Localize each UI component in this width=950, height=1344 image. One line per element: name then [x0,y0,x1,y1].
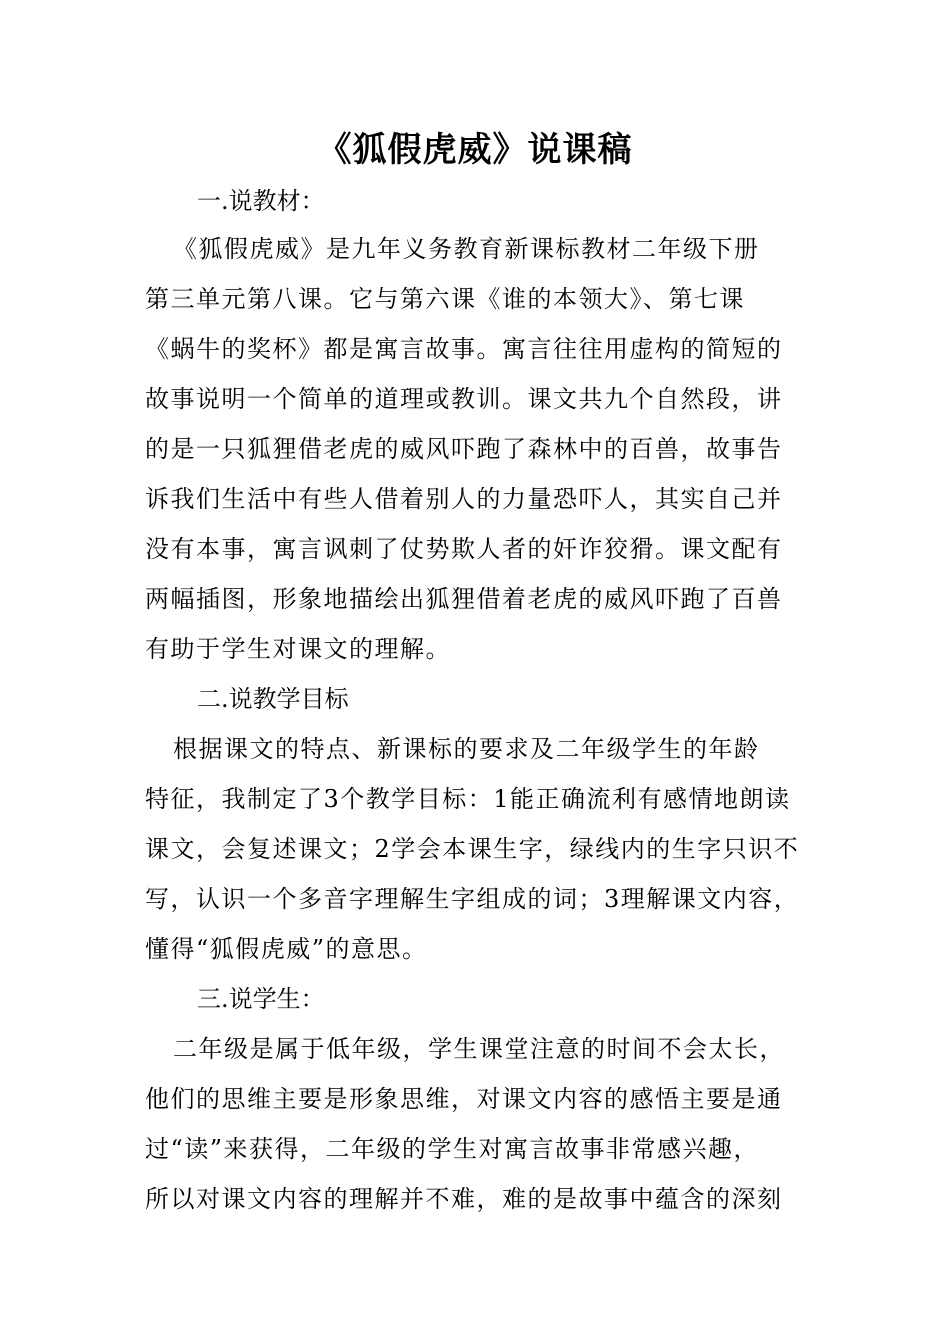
paragraph-line: 他们的思维主要是形象思维，对课文内容的感悟主要是通 [145,1085,783,1113]
section-paragraph-textbook [145,224,810,674]
section-heading-goals: 二.说教学目标 [197,685,349,713]
paragraph-line: 特征，我制定了3个教学目标：1能正确流利有感情地朗读 [145,785,791,813]
paragraph-line: 写，认识一个多音字理解生字组成的词；3理解课文内容， [145,885,800,913]
document-title: 《狐假虎威》说课稿 [317,130,633,170]
paragraph-line: 第三单元第八课。它与第六课《谁的本领大》、第七课 [145,285,745,313]
paragraph-line: 两幅插图，形象地描绘出狐狸借着老虎的威风吓跑了百兽 [145,585,783,613]
paragraph-line: 过“读”来获得，二年级的学生对寓言故事非常感兴趣， [145,1135,760,1163]
paragraph-line: 诉我们生活中有些人借着别人的力量恐吓人，其实自己并 [145,485,783,513]
paragraph-line: 的是一只狐狸借老虎的威风吓跑了森林中的百兽，故事告 [145,435,783,463]
paragraph-line: 所以对课文内容的理解并不难，难的是故事中蕴含的深刻 [145,1185,783,1213]
paragraph-line: 故事说明一个简单的道理或教训。课文共九个自然段，讲 [145,385,783,413]
paragraph-line: 课文，会复述课文；2学会本课生字，绿线内的生字只识不 [145,835,800,863]
paragraph-line: 有助于学生对课文的理解。 [145,635,451,663]
section-paragraph-goals [145,724,810,974]
paragraph-line: 《狐假虎威》是九年义务教育新课标教材二年级下册 [173,235,760,263]
section-heading-students: 三.说学生： [197,985,325,1013]
paragraph-line: 懂得“狐假虎威”的意思。 [145,935,428,963]
paragraph-line: 《蜗牛的奖杯》都是寓言故事。寓言往往用虚构的简短的 [145,335,783,363]
paragraph-line: 没有本事，寓言讽刺了仗势欺人者的奸诈狡猾。课文配有 [145,535,783,563]
paragraph-line: 二年级是属于低年级，学生课堂注意的时间不会太长， [173,1035,785,1063]
section-paragraph-students [145,1024,810,1224]
section-heading-textbook: 一.说教材： [197,187,325,215]
paragraph-line: 根据课文的特点、新课标的要求及二年级学生的年龄 [173,735,760,763]
document-body [145,178,810,1224]
